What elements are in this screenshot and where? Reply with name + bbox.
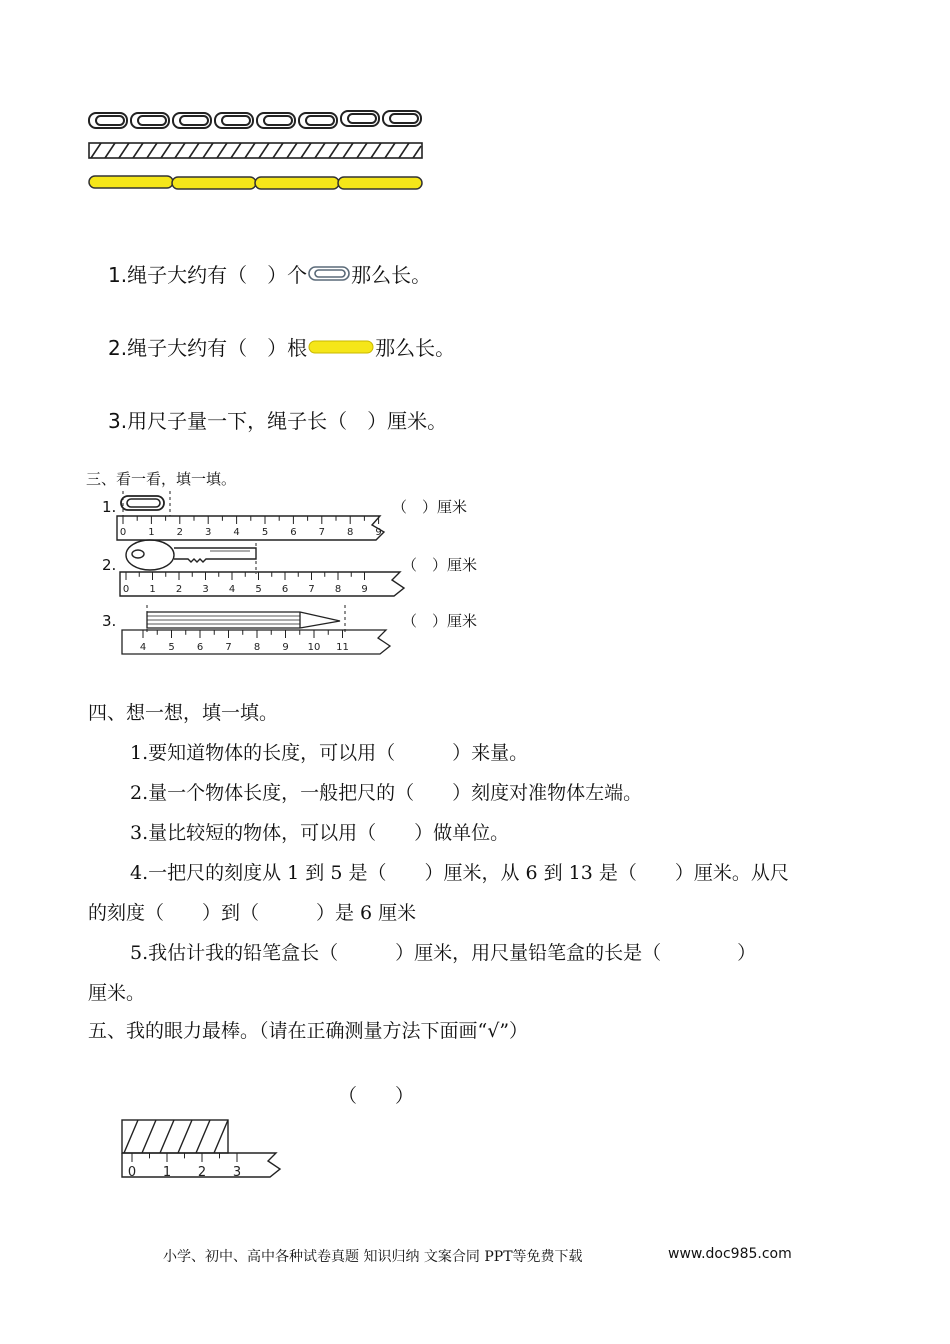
ruler-tick-label: 1 bbox=[162, 1165, 172, 1180]
ruler-1-labels bbox=[120, 527, 382, 538]
measure-figures bbox=[110, 488, 420, 658]
section-4-title: 四、想一想，填一填。 bbox=[88, 702, 279, 724]
question-3: 3.用尺子量一下，绳子长（ ）厘米。 bbox=[108, 409, 448, 433]
ruler-tick-label: 8 bbox=[347, 527, 354, 538]
item-2-key bbox=[126, 540, 174, 570]
question-2 bbox=[108, 332, 455, 361]
ruler-tick-label: 4 bbox=[228, 584, 236, 595]
ruler-5-ticks bbox=[132, 1153, 237, 1162]
section-4-q5-line1: 5.我估计我的铅笔盒长（ ）厘米，用尺量铅笔盒的长是（ ） bbox=[130, 942, 757, 964]
section-5-figure bbox=[118, 1115, 288, 1190]
ruler-tick-label: 1 bbox=[148, 527, 155, 538]
ruler-tick-label: 0 bbox=[122, 584, 130, 595]
rope bbox=[89, 143, 422, 158]
section-5-title: 五、我的眼力最棒。（请在正确测量方法下面画“√”） bbox=[88, 1020, 529, 1042]
item-3-number: 3. bbox=[102, 612, 117, 630]
ruler-tick-label: 11 bbox=[336, 642, 349, 653]
ruler-tick-label: 7 bbox=[225, 642, 232, 653]
ruler-tick-label: 3 bbox=[232, 1165, 242, 1180]
ruler-tick-label: 0 bbox=[119, 527, 127, 538]
section-4-q4-line2: 的刻度（ ）到（ ）是 6 厘米 bbox=[88, 902, 417, 924]
ruler-2-ticks bbox=[126, 572, 365, 580]
ruler-tick-label: 5 bbox=[261, 527, 269, 538]
item-1-figure bbox=[117, 491, 384, 540]
section-4-q2: 2.量一个物体长度，一般把尺的（ ）刻度对准物体左端。 bbox=[130, 782, 643, 804]
hatched-block bbox=[122, 1120, 228, 1153]
item-2-answer: （ ）厘米 bbox=[402, 556, 478, 574]
comparison-figure bbox=[85, 105, 430, 200]
ruler-3-ticks bbox=[143, 630, 343, 638]
item-3-answer: （ ）厘米 bbox=[402, 612, 478, 630]
yellow-stick-icon bbox=[307, 337, 375, 357]
ruler-tick-label: 10 bbox=[307, 642, 321, 653]
ruler-tick-label: 6 bbox=[290, 527, 297, 538]
question-2-suffix: 那么长。 bbox=[375, 336, 456, 360]
ruler-tick-label: 2 bbox=[176, 527, 183, 538]
ruler-tick-label: 6 bbox=[281, 584, 289, 595]
ruler-tick-label: 9 bbox=[282, 642, 289, 653]
question-1-suffix: 那么长。 bbox=[351, 263, 432, 287]
question-2-prefix: 2.绳子大约有（ ）根 bbox=[108, 336, 308, 360]
ruler-tick-label: 7 bbox=[308, 584, 315, 595]
question-1 bbox=[108, 259, 431, 288]
ruler-tick-label: 3 bbox=[205, 527, 212, 538]
ruler-tick-label: 4 bbox=[139, 642, 147, 653]
section-4-q3: 3.量比较短的物体，可以用（ ）做单位。 bbox=[130, 822, 510, 844]
ruler-2-labels bbox=[123, 584, 368, 595]
paperclip-icon bbox=[307, 264, 351, 284]
ruler-tick-label: 4 bbox=[233, 527, 240, 538]
footer-text: 小学、初中、高中各种试卷真题 知识归纳 文案合同 PPT等免费下载 bbox=[163, 1249, 583, 1265]
ruler-tick-label: 7 bbox=[318, 527, 325, 538]
section-4-q1: 1.要知道物体的长度，可以用（ ）来量。 bbox=[130, 742, 529, 764]
stick-row bbox=[89, 176, 422, 189]
ruler-tick-label: 3 bbox=[202, 584, 209, 595]
ruler-1-ticks bbox=[123, 516, 379, 524]
section-5-answer: （ ） bbox=[338, 1085, 415, 1107]
ruler-tick-label: 5 bbox=[255, 584, 262, 595]
item-1-answer: （ ）厘米 bbox=[392, 498, 468, 516]
section-3-title: 三、看一看，填一填。 bbox=[86, 470, 237, 488]
item-2-number: 2. bbox=[102, 556, 117, 574]
ruler-tick-label: 9 bbox=[361, 584, 368, 595]
ruler-3-labels bbox=[140, 642, 349, 653]
ruler-tick-label: 1 bbox=[149, 584, 156, 595]
paperclip-row bbox=[89, 111, 421, 128]
ruler-tick-label: 2 bbox=[197, 1165, 207, 1180]
ruler-tick-label: 5 bbox=[168, 642, 175, 653]
footer-url: www.doc985.com bbox=[668, 1246, 792, 1262]
section-4-q5-line2: 厘米。 bbox=[88, 982, 146, 1004]
ruler-tick-label: 2 bbox=[175, 584, 183, 595]
item-1-number: 1. bbox=[102, 498, 117, 516]
question-1-prefix: 1.绳子大约有（ ）个 bbox=[108, 263, 308, 287]
ruler-tick-label: 8 bbox=[334, 584, 342, 595]
ruler-tick-label: 6 bbox=[196, 642, 204, 653]
ruler-5-labels bbox=[128, 1165, 241, 1180]
ruler-tick-label: 9 bbox=[375, 527, 382, 538]
ruler-tick-label: 0 bbox=[127, 1165, 137, 1180]
ruler-tick-label: 8 bbox=[253, 642, 261, 653]
section-4-q4-line1: 4.一把尺的刻度从 1 到 5 是（ ）厘米，从 6 到 13 是（ ）厘米。从尺 bbox=[130, 862, 789, 884]
